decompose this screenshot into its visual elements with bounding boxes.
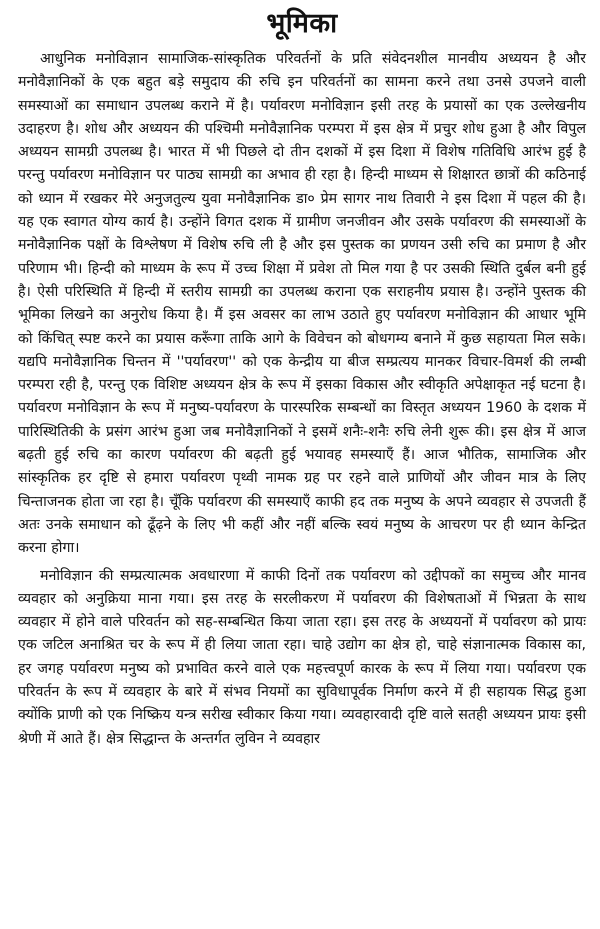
paragraph-2: मनोविज्ञान की सम्प्रत्यात्मक अवधारणा में काफी दिनों तक पर्यावरण को उद्दीपकों का समुच्च और मानव व्यवहार को अनुक्रिया माना गया। इस तरह के सरलीकरण में पर्यावरण की विशेषताओं में भिन्नता के साथ व्यवहार में होने वाले परिवर्तन को सह-सम्बन्धित किया जाता रहा। इस तरह के अध्ययनों में पर्यावरण को प्रायः एक जटिल अनाश्रित चर के रूप में ही लिया जाता रहा। चाहे उद्योग का क्षेत्र हो, चाहे संज्ञानात्मक विकास का, हर जगह पर्यावरण मनुष्य को प्रभावित करने वाले एक महत्त्वपूर्ण कारक के रूप में लिया गया। पर्यावरण एक परिवर्तन के रूप में व्यवहार के बारे में संभव नियमों का सुविधापूर्वक निर्माण करने में ही सहायक सिद्ध हुआ क्योंकि प्राणी को एक निष्क्रिय यन्त्र सरीख स्वीकार किया गया। व्यवहारवादी दृष्टि वाले सतही अध्ययन प्रायः इसी श्रेणी में आते हैं। क्षेत्र सिद्धान्त के अन्तर्गत लुविन ने व्यवहार <box>18 567 586 747</box>
page-title: भूमिका <box>266 8 338 39</box>
document-page <box>18 6 586 751</box>
paragraph-1: आधुनिक मनोविज्ञान सामाजिक-सांस्कृतिक परिवर्तनों के प्रति संवेदनशील मानवीय अध्ययन है और मनोवैज्ञानिकों के एक बहुत बड़े समुदाय की रुचि इन परिवर्तनों का सामना करने तथा उनसे उपजने वाली समस्याओं का समाधान उपलब्ध कराने में है। पर्यावरण मनोविज्ञान इसी तरह के प्रयासों का एक उल्लेखनीय उदाहरण है। शोध और अध्ययन की पश्चिमी मनोवैज्ञानिक परम्परा में इस क्षेत्र में प्रचुर शोध हुआ है और विपुल अध्ययन सामग्री उपलब्ध है। भारत में भी पिछले दो तीन दशकों में इस दिशा में विशेष गतिविधि आरंभ हुई है परन्तु पर्यावरण मनोविज्ञान पर पाठ्य सामग्री का अभाव ही रहा है। हिन्दी माध्यम से शिक्षारत छात्रों की कठिनाई को ध्यान में रखकर मेरे अनुजतुल्य युवा मनोवैज्ञानिक डा० प्रेम सागर नाथ तिवारी ने इस दिशा में पहल की है। यह एक स्वागत योग्य कार्य है। उन्होंने विगत दशक में ग्रामीण जनजीवन और उसके पर्यावरण की समस्याओं के मनोवैज्ञानिक पक्षों के विश्लेषण में विशेष रुचि ली है और इस पुस्तक का प्रणयन उसी रुचि का प्रमाण है और परिणाम भी। हिन्दी को माध्यम के रूप में उच्च शिक्षा में प्रवेश तो मिल गया है पर उसकी स्थिति दुर्बल बनी हुई है। ऐसी परिस्थिति में हिन्दी में स्तरीय सामग्री का उपलब्ध कराना एक सराहनीय प्रयास है। उन्होंने पुस्तक की भूमिका लिखने का अनुरोध किया है। मैं इस अवसर का लाभ उठाते हुए पर्यावरण मनोविज्ञान की आधार भूमि को किंचित् स्पष्ट करने का प्रयास करूँगा ताकि आगे के विवेचन को बोधगम्य बनाने में कुछ सहायता मिल सके। यद्यपि मनोवैज्ञानिक चिन्तन में ''पर्यावरण'' को एक केन्द्रीय या बीज सम्प्रत्यय मानकर विचार-विमर्श की लम्बी परम्परा रही है, परन्तु एक विशिष्ट अध्ययन क्षेत्र के रूप में इसका विकास और स्वीकृति अपेक्षाकृत नई घटना है। पर्यावरण मनोविज्ञान के रूप में मनुष्य-पर्यावरण के पारस्परिक सम्बन्धों का विस्तृत अध्ययन 1960 के दशक में पारिस्थितिकी के प्रसंग आरंभ हुआ जब मनोवैज्ञानिकों ने इसमें शनैः-शनैः रुचि लेनी शुरू की। इस क्षेत्र में आज बढ़ती हुई रुचि का कारण पर्यावरण की बढ़ती हुई भयावह समस्याएँ हैं। आज भौतिक, सामाजिक और सांस्कृतिक हर दृष्टि से हमारा पर्यावरण पृथ्वी नामक ग्रह पर रहने वाले प्राणियों और जीवन मात्र के लिए चिन्ताजनक होता जा रहा है। चूँकि पर्यावरण की समस्याएँ काफी हद तक मनुष्य के अपने व्यवहार से उपजती हैं अतः उनके समाधान को ढूँढ़ने के लिए भी कहीं और नहीं बल्कि स्वयं मनुष्य के आचरण पर ही ध्यान केन्द्रित करना होगा। <box>18 51 586 557</box>
